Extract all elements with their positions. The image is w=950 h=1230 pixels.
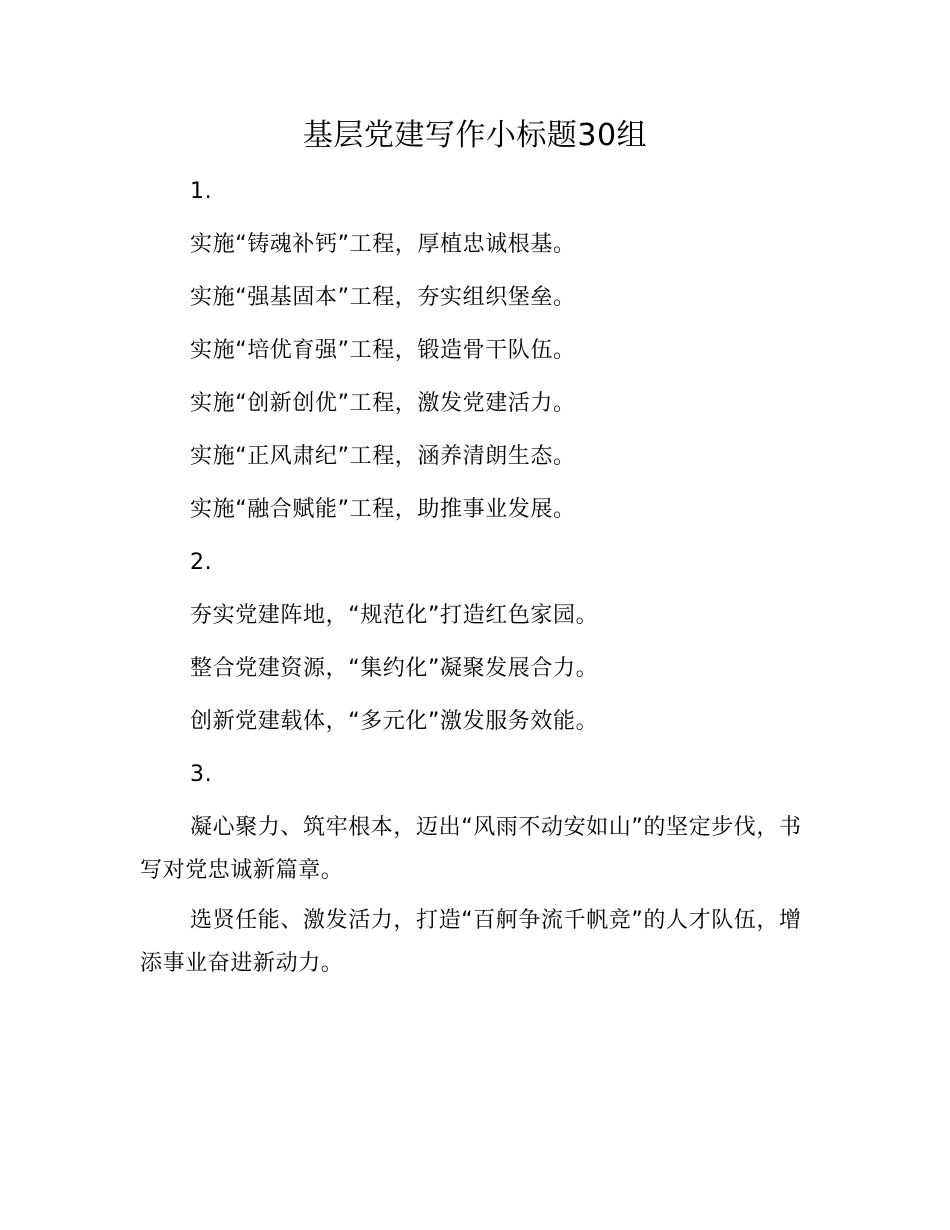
heading-item: 夯实党建阵地，“规范化”打造红色家园。 — [190, 603, 599, 628]
heading-item: 实施“培优育强”工程，锻造骨干队伍。 — [190, 338, 576, 363]
heading-item: 创新党建载体，“多元化”激发服务效能。 — [190, 709, 599, 734]
heading-item: 实施“强基固本”工程，夯实组织堡垒。 — [190, 285, 576, 310]
heading-item: 实施“正风肃纪”工程，涵养清朗生态。 — [190, 444, 576, 469]
section-number: 2. — [190, 550, 213, 575]
section-number: 1. — [190, 179, 213, 204]
heading-item: 选贤任能、激发活力，打造“百舸争流千帆竞”的人才队伍，增添事业奋进新动力。 — [140, 908, 802, 976]
heading-item: 整合党建资源，“集约化”凝聚发展合力。 — [190, 656, 599, 681]
heading-item: 实施“创新创优”工程，激发党建活力。 — [190, 391, 576, 416]
document-title: 基层党建写作小标题30组 — [302, 118, 648, 153]
heading-item: 凝心聚力、筑牢根本，迈出“风雨不动安如山”的坚定步伐，书写对党忠诚新篇章。 — [140, 815, 802, 883]
heading-item: 实施“融合赋能”工程，助推事业发展。 — [190, 497, 576, 522]
section-number: 3. — [190, 762, 213, 787]
heading-item: 实施“铸魂补钙”工程，厚植忠诚根基。 — [190, 232, 576, 257]
